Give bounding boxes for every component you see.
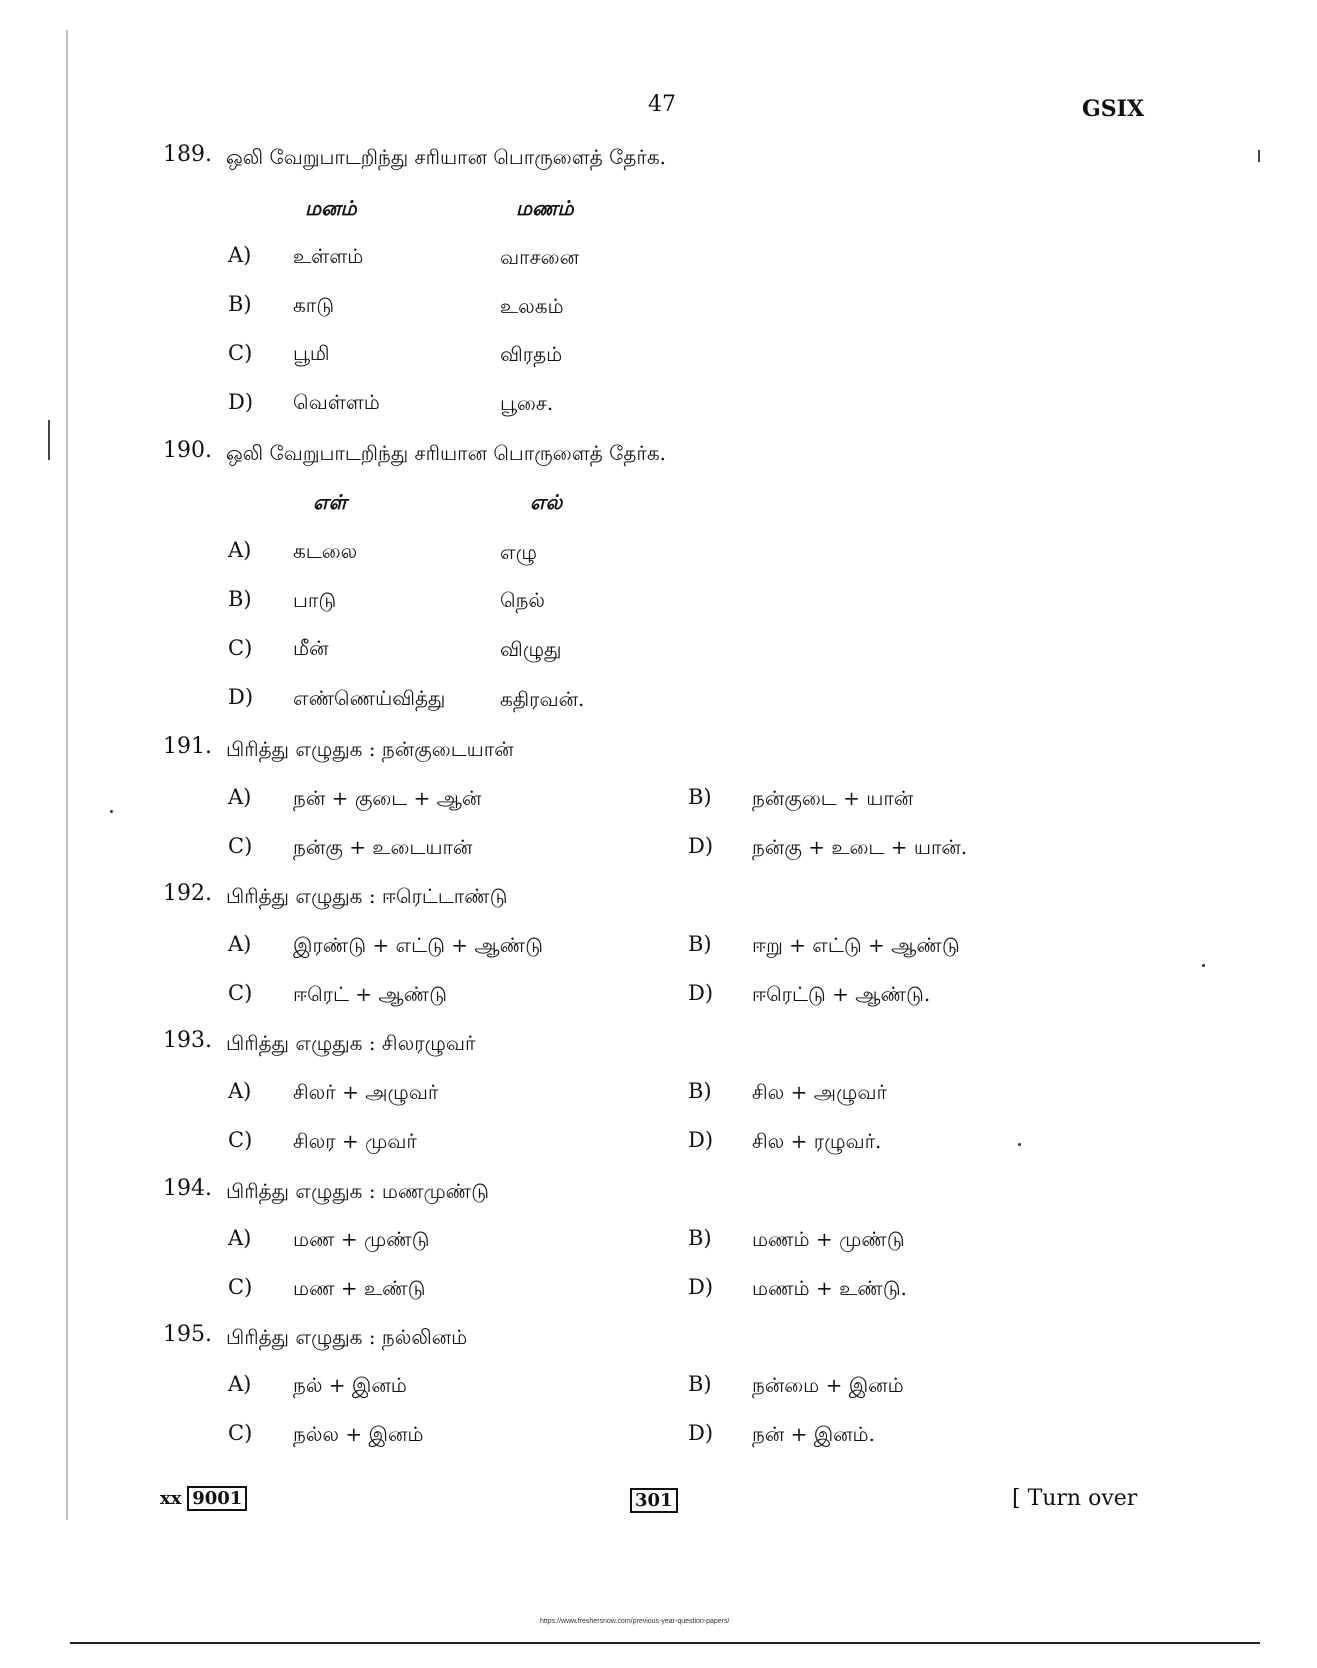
option-text: சிலர் + அழுவர் [293, 1080, 439, 1104]
column-header: மணம் [516, 196, 574, 220]
option-col2: பூசை. [500, 391, 554, 415]
option-label: B) [688, 1079, 712, 1103]
option-text: நல்ல + இனம் [293, 1422, 424, 1446]
question-number: 191. [163, 734, 212, 759]
question-text: பிரித்து எழுதுக : மணமுண்டு [226, 1179, 489, 1203]
option-label: B) [228, 292, 252, 316]
option-col2: கதிரவன். [500, 687, 585, 711]
option-text: சிலர + முவர் [293, 1129, 417, 1153]
option-text: ஈரெட்டு + ஆண்டு. [752, 982, 931, 1006]
option-col2: விரதம் [500, 342, 563, 366]
option-label: B) [688, 785, 712, 809]
option-text: நன் + இனம். [752, 1422, 875, 1446]
page-number: 47 [648, 92, 676, 117]
question-number: 193. [163, 1028, 212, 1053]
option-col2: வாசனை [500, 245, 579, 269]
option-text: நன்கு + உடையான் [293, 835, 473, 859]
option-text: மணம் + முண்டு [752, 1227, 905, 1251]
question-text: பிரித்து எழுதுக : நன்குடையான் [226, 737, 514, 761]
question-text: ஒலி வேறுபாடறிந்து சரியான பொருளைத் தேர்க. [226, 145, 666, 169]
question-text: ஒலி வேறுபாடறிந்து சரியான பொருளைத் தேர்க. [226, 441, 666, 465]
option-label: C) [228, 1421, 253, 1445]
option-col2: உலகம் [500, 294, 564, 318]
option-label: A) [228, 1079, 252, 1103]
option-label: A) [228, 538, 252, 562]
option-label: C) [228, 1275, 253, 1299]
scan-speck [110, 810, 113, 813]
option-label: C) [228, 636, 253, 660]
turn-over-text: [ Turn over [1012, 1486, 1138, 1511]
option-label: C) [228, 1128, 253, 1152]
scan-edge-mark [1258, 150, 1260, 162]
option-col1: உள்ளம் [293, 244, 364, 268]
option-col2: நெல் [500, 588, 545, 612]
option-text: நன் + குடை + ஆன் [293, 786, 482, 810]
option-text: ஈரெட் + ஆண்டு [293, 982, 447, 1006]
question-number: 195. [163, 1322, 212, 1347]
option-col1: பாடு [293, 588, 337, 612]
question-number: 189. [163, 142, 212, 167]
question-text: பிரித்து எழுதுக : சிலரழுவர் [226, 1031, 476, 1055]
footer-left-code: 9001 [187, 1486, 247, 1511]
option-label: A) [228, 932, 252, 956]
option-label: B) [688, 1372, 712, 1396]
scan-speck [1202, 964, 1205, 967]
footer-center-code: 301 [630, 1488, 678, 1513]
question-text: பிரித்து எழுதுக : ஈரெட்டாண்டு [226, 884, 508, 908]
column-header: மனம் [305, 196, 357, 220]
bottom-scan-line [70, 1642, 1260, 1644]
option-text: சில + ரழுவர். [752, 1129, 882, 1153]
option-text: நன்மை + இனம் [752, 1373, 904, 1397]
option-col1: காடு [293, 293, 335, 317]
option-col1: எண்ணெய்வித்து [293, 686, 446, 710]
column-header: எல் [530, 490, 563, 514]
footer-prefix: xx [160, 1488, 182, 1509]
option-label: A) [228, 1372, 252, 1396]
scan-edge-mark [48, 420, 50, 460]
option-col2: எழு [500, 540, 537, 564]
option-col1: கடலை [293, 539, 358, 563]
option-label: C) [228, 981, 253, 1005]
option-text: நல் + இனம் [293, 1373, 407, 1397]
question-number: 190. [163, 438, 212, 463]
question-text: பிரித்து எழுதுக : நல்லினம் [226, 1325, 468, 1349]
column-header: எள் [313, 490, 347, 514]
option-col1: பூமி [293, 341, 330, 365]
option-label: A) [228, 1226, 252, 1250]
option-label: A) [228, 785, 252, 809]
option-text: சில + அழுவர் [752, 1080, 887, 1104]
scan-edge-mark [66, 30, 68, 1520]
option-label: B) [688, 932, 712, 956]
option-label: D) [228, 390, 254, 414]
scan-speck [1018, 1143, 1021, 1146]
option-label: D) [228, 685, 254, 709]
option-label: D) [688, 1128, 714, 1152]
option-text: ஈறு + எட்டு + ஆண்டு [752, 933, 960, 957]
option-label: B) [688, 1226, 712, 1250]
option-text: நன்குடை + யான் [752, 786, 914, 810]
series-code: GSIX [1082, 96, 1145, 122]
question-number: 194. [163, 1176, 212, 1201]
question-number: 192. [163, 881, 212, 906]
option-label: D) [688, 981, 714, 1005]
option-label: D) [688, 1421, 714, 1445]
footer-left [160, 1488, 247, 1509]
option-text: இரண்டு + எட்டு + ஆண்டு [293, 933, 543, 957]
option-label: A) [228, 243, 252, 267]
option-col2: விழுது [500, 637, 562, 661]
source-url: https://www.freshersnow.com/previous-year-question-papers/ [540, 1618, 730, 1625]
option-col1: வெள்ளம் [293, 390, 380, 414]
option-label: C) [228, 341, 253, 365]
option-text: மண + உண்டு [293, 1276, 426, 1300]
option-label: D) [688, 834, 714, 858]
option-col1: மீன் [293, 636, 329, 660]
option-text: மணம் + உண்டு. [752, 1276, 907, 1300]
option-text: நன்கு + உடை + யான். [752, 835, 968, 859]
option-label: C) [228, 834, 253, 858]
option-label: D) [688, 1275, 714, 1299]
option-label: B) [228, 587, 252, 611]
option-text: மண + முண்டு [293, 1227, 430, 1251]
